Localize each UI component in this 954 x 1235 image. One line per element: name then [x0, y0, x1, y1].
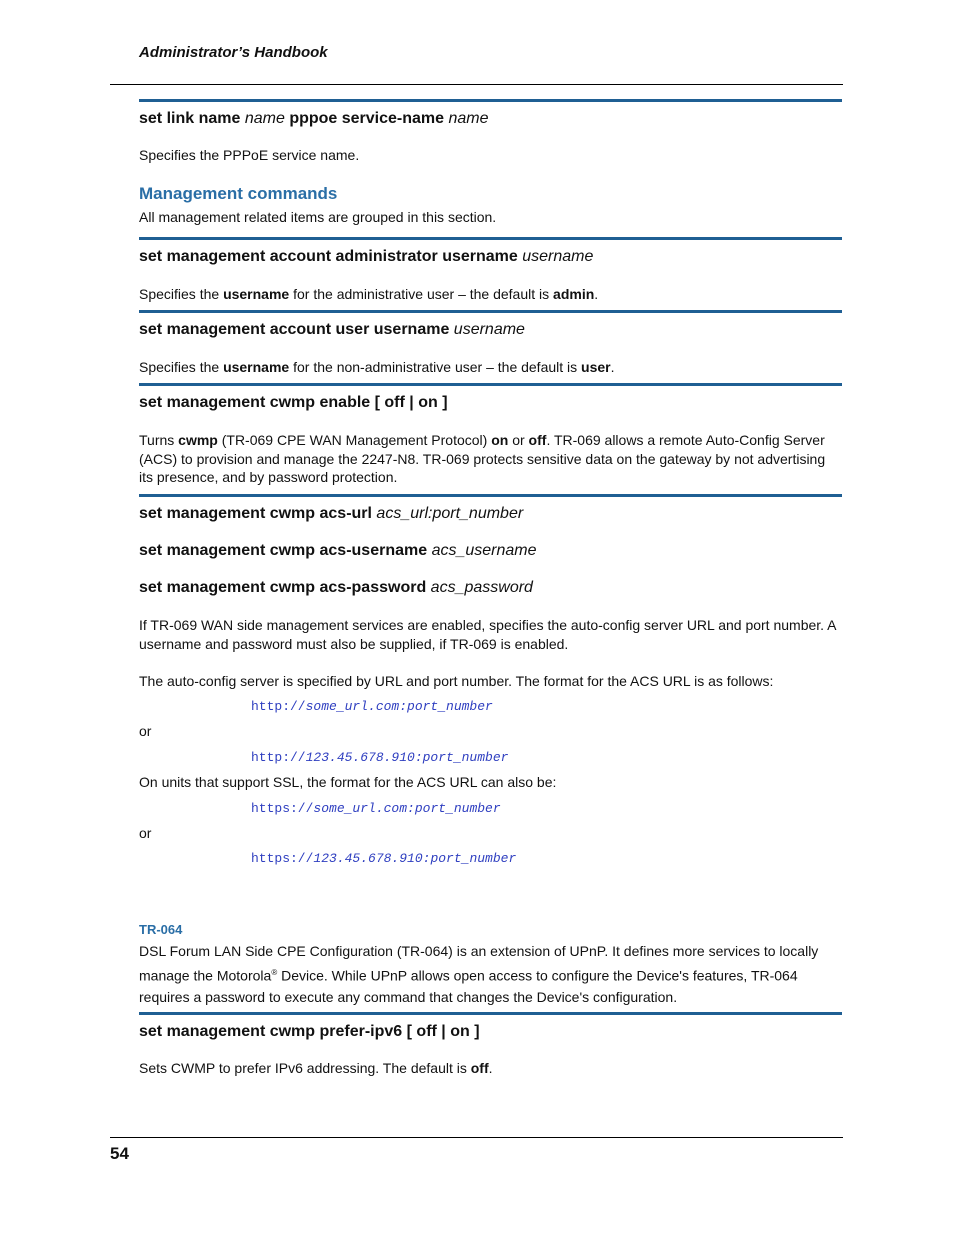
- command-user-username: [139, 321, 525, 339]
- section-heading-management: Management commands: [139, 184, 338, 203]
- command-text: set management cwmp acs-username: [139, 542, 428, 559]
- command-text: set management account administrator username: [139, 248, 518, 265]
- url-example: https://some_url.com:port_number: [251, 801, 501, 816]
- command-admin-username: [139, 248, 593, 266]
- url-example: https://123.45.678.910:port_number: [251, 851, 517, 866]
- section-divider: [139, 99, 842, 102]
- subsection-heading-tr064: TR-064: [139, 922, 183, 937]
- command-text: set management account user username: [139, 321, 450, 338]
- command-text: pppoe service-name: [289, 110, 445, 127]
- url-example: http://123.45.678.910:port_number: [251, 750, 509, 765]
- command-argument: username: [522, 248, 594, 265]
- command-text: set management cwmp acs-url: [139, 505, 372, 522]
- section-divider: [139, 383, 842, 386]
- command-description: On units that support SSL, the format for the ACS URL can also be:: [139, 774, 557, 790]
- command-text: set management cwmp acs-password: [139, 579, 427, 596]
- command-description: The auto-config server is specified by URL and port number. The format for the ACS URL is as follows:: [139, 673, 774, 689]
- command-acs-password: [139, 579, 533, 597]
- command-acs-username: [139, 542, 537, 560]
- section-divider: [139, 494, 842, 497]
- or-text: or: [139, 723, 152, 739]
- command-argument: name: [448, 110, 489, 127]
- command-prefer-ipv6: set management cwmp prefer-ipv6 [ off | on ]: [139, 1023, 480, 1040]
- section-divider: [139, 237, 842, 240]
- command-cwmp-enable: set management cwmp enable [ off | on ]: [139, 394, 448, 411]
- command-argument: acs_url:port_number: [376, 505, 524, 522]
- command-description: Specifies the username for the administrative user – the default is admin.: [139, 286, 599, 302]
- command-text: set link name: [139, 110, 241, 127]
- command-acs-url: [139, 505, 523, 523]
- section-intro: All management related items are grouped in this section.: [139, 209, 497, 225]
- command-description: Turns cwmp (TR-069 CPE WAN Management Protocol) on or off. TR-069 allows a remote Auto-Config Server (ACS) to provision and manage the 2247-N8. TR-069 protects sensitive data on the gateway by not advertising its presence, and by password protection.: [139, 432, 826, 486]
- page-number: 54: [110, 1144, 129, 1163]
- command-description: Specifies the username for the non-administrative user – the default is user.: [139, 359, 615, 375]
- command-description: Sets CWMP to prefer IPv6 addressing. The default is off.: [139, 1060, 493, 1076]
- command-set-link-name: [139, 110, 489, 128]
- running-header-title: Administrator’s Handbook: [139, 44, 328, 61]
- tr064-description: DSL Forum LAN Side CPE Configuration (TR-064) is an extension of UPnP. It defines more services to locally manage the Motorola® Device. While UPnP allows open access to configure the Device's features, TR-064 requires a password to execute any command that changes the Device's configuration.: [139, 943, 819, 1005]
- or-text: or: [139, 825, 152, 841]
- footer-rule: [110, 1137, 843, 1138]
- url-example: http://some_url.com:port_number: [251, 699, 493, 714]
- command-argument: acs_password: [430, 579, 533, 596]
- command-description: Specifies the PPPoE service name.: [139, 147, 360, 163]
- section-divider: [139, 310, 842, 313]
- command-argument: username: [453, 321, 525, 338]
- header-rule: [110, 84, 843, 85]
- command-argument: acs_username: [431, 542, 537, 559]
- section-divider: [139, 1012, 842, 1015]
- command-argument: name: [244, 110, 285, 127]
- command-description: If TR-069 WAN side management services are enabled, specifies the auto-config server URL and port number. A username and password must also be supplied, if TR-069 is enabled.: [139, 617, 836, 652]
